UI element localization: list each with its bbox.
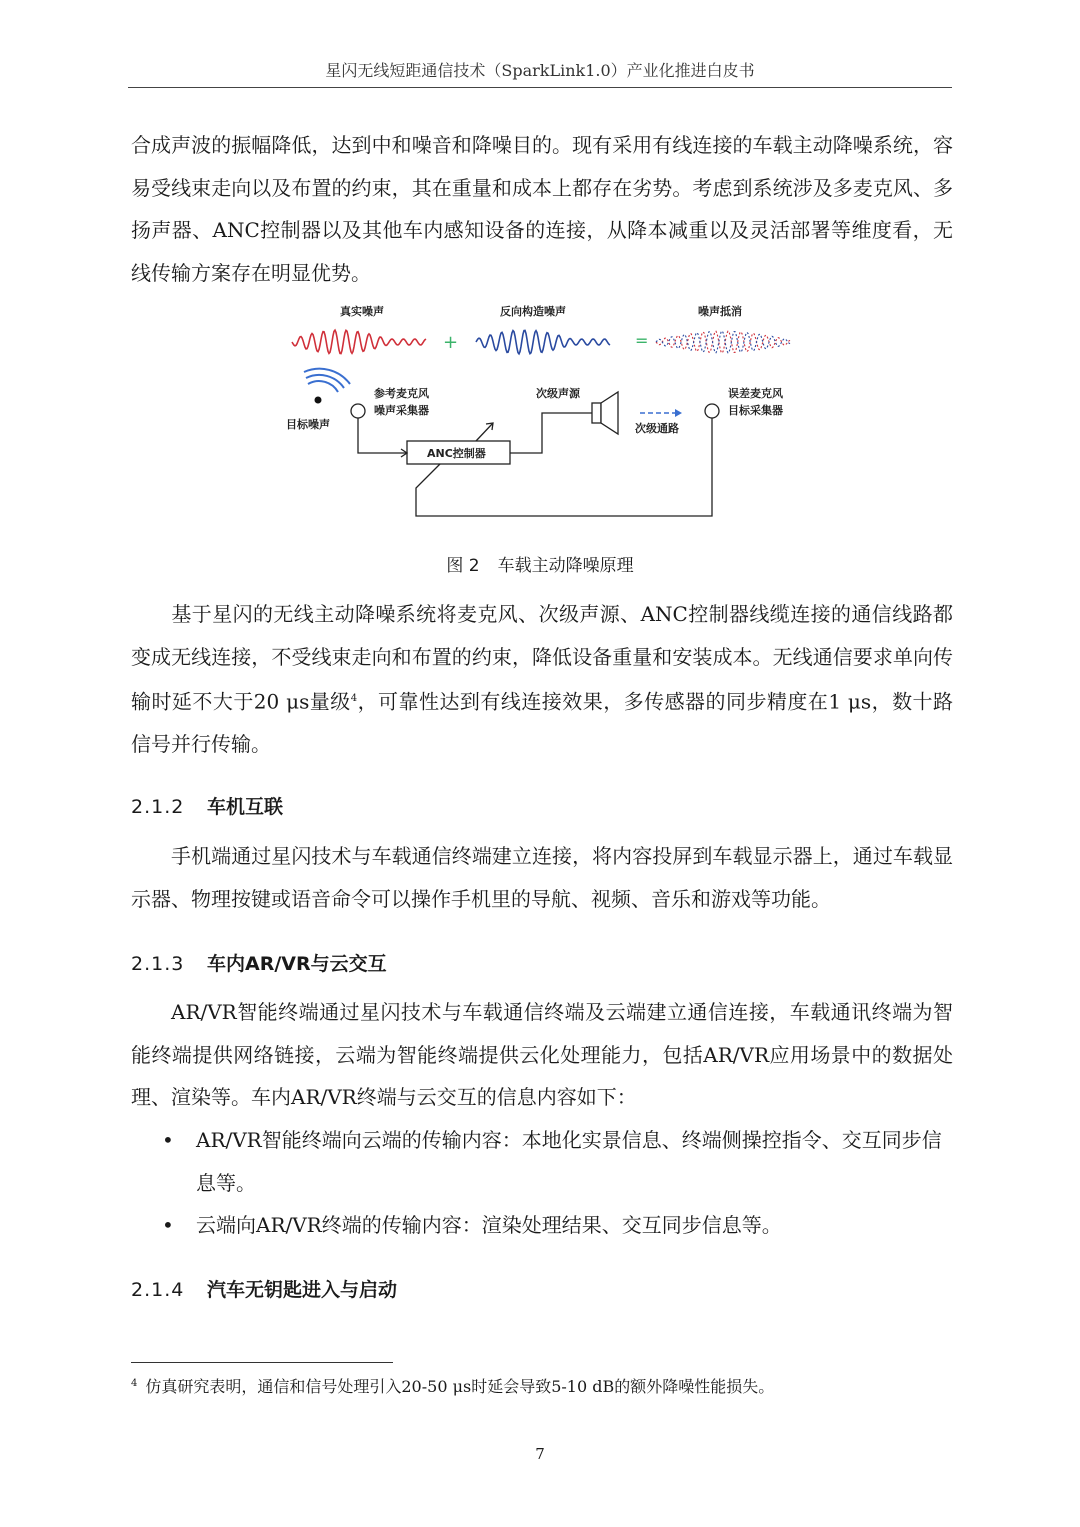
- reference-mic-icon: [351, 404, 365, 418]
- noise-source-dot: [315, 397, 322, 404]
- speaker-icon: [592, 403, 601, 423]
- cancel-wave-red: [656, 331, 790, 353]
- label-noise-cancel: 噪声抵消: [698, 305, 742, 318]
- error-mic-icon: [705, 404, 719, 418]
- label-reverse-noise: 反向构造噪声: [500, 305, 566, 318]
- footnote: $^4$ 仿真研究表明，通信和信号处理引入20-50 μs时延会导致5-10 dB的额外降噪性能损失。: [131, 1377, 775, 1396]
- reverse-noise-wave: [476, 330, 610, 353]
- heading-2-1-2: 2.1.2 车机互联: [131, 796, 284, 818]
- label-anc-controller: ANC控制器: [427, 447, 486, 460]
- label-target-collector: 目标采集器: [728, 404, 783, 417]
- heading-2-1-3: 2.1.3 车内AR/VR与云交互: [131, 953, 387, 975]
- heading-2-1-4: 2.1.4 汽车无钥匙进入与启动: [131, 1279, 398, 1301]
- label-error-mic: 误差麦克风: [728, 387, 783, 400]
- anc-principle-diagram: [280, 298, 800, 530]
- plus-sign: +: [443, 332, 459, 353]
- figure-caption: [0, 551, 1080, 576]
- cancel-wave-blue: [656, 331, 790, 353]
- page-number: 7: [535, 1445, 545, 1463]
- label-secondary-source: 次级声源: [536, 387, 580, 400]
- header-rule: [128, 87, 952, 88]
- paragraph-2-1-3: AR/VR智能终端通过星闪技术与车载通信终端及云端建立通信连接，车载通讯终端为智能终端提供网络链接，云端为智能终端提供云化处理能力，包括AR/VR应用场景中的数据处理、渲染等。车内AR/VR终端与云交互的信息内容如下：: [131, 1000, 953, 1109]
- sound-wave-icon: [308, 381, 338, 392]
- footnote-ref[interactable]: 4: [350, 693, 358, 704]
- label-target-noise: 目标噪声: [286, 418, 330, 431]
- label-ref-mic: 参考麦克风: [374, 387, 429, 400]
- bullet-marker: •: [162, 1128, 174, 1152]
- bullet-item: 云端向AR/VR终端的传输内容：渲染处理结果、交互同步信息等。: [196, 1213, 782, 1237]
- paragraph-anc-intro: 合成声波的振幅降低，达到中和噪音和降噪目的。现有采用有线连接的车载主动降噪系统，容易受线束走向以及布置的约束，其在重量和成本上都存在劣势。考虑到系统涉及多麦克风、多扬声器、ANC控制器以及其他车内感知设备的连接，从降本减重以及灵活部署等维度看，无线传输方案存在明显优势。: [131, 133, 953, 285]
- real-noise-wave: [292, 330, 426, 353]
- running-header: 星闪无线短距通信技术（SparkLink1.0）产业化推进白皮书: [325, 61, 755, 80]
- paragraph-2-1-2: 手机端通过星闪技术与车载通信终端建立连接，将内容投屏到车载显示器上，通过车载显示器、物理按键或语音命令可以操作手机里的导航、视频、音乐和游戏等功能。: [131, 844, 953, 911]
- bullet-item: AR/VR智能终端向云端的传输内容：本地化实景信息、终端侧操控指令、交互同步信息等。: [196, 1128, 942, 1195]
- bullet-marker: •: [162, 1213, 174, 1237]
- label-noise-collector: 噪声采集器: [374, 404, 429, 417]
- footnote-rule: [131, 1362, 393, 1363]
- equals-sign: =: [635, 331, 649, 350]
- label-real-noise: 真实噪声: [340, 305, 384, 318]
- figure-number: 图 2: [446, 556, 480, 576]
- paragraph-wireless-anc: 基于星闪的无线主动降噪系统将麦克风、次级声源、ANC控制器线缆连接的通信线路都变成无线连接，不受线束走向和布置的约束，降低设备重量和安装成本。无线通信要求单向传输时延不大于20 μs量级$^4$，可靠性达到有线连接效果，多传感器的同步精度在1 μs，数十路信号并行传输。: [131, 602, 954, 757]
- label-secondary-path: 次级通路: [635, 422, 679, 435]
- path-arrow-icon: [675, 409, 682, 417]
- figure-caption-text: 车载主动降噪原理: [497, 556, 634, 576]
